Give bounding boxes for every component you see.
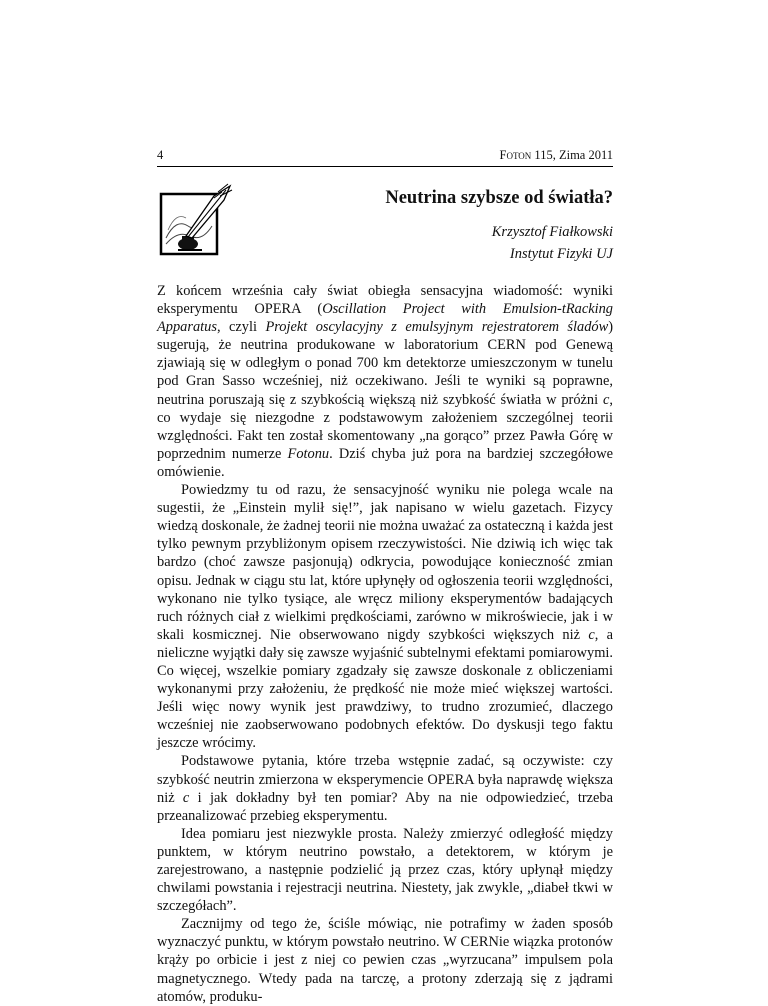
article-title: Neutrina szybsze od światła? (385, 188, 613, 208)
text-run: Idea pomiaru jest niezwykle prosta. Należy zmierzyć odległość między punktem, w którym neutrino powstało, a detektorem, w którym je zarejestrowano, a następnie podzielić ją przez czas, który upłynął między chwilami powstania i rejestracji neutrina. Niestety, jak zwykle, „diabeł tkwi w szczegółach”. (157, 825, 613, 915)
text-run: Z końcem września cały świat obiegła sensacyjna wiadomość: wyniki eksperymentu OPERA ( (157, 283, 613, 318)
italic-text: Projekt oscylacyjny z emulsyjnym rejestratorem śladów (265, 319, 609, 336)
quill-and-inkwell-icon (158, 182, 236, 260)
text-run: i jak dokładny był ten pomiar? Aby na nie odpowiedzieć, trzeba przeanalizować przebieg eksperymentu. (157, 789, 614, 824)
author: Krzysztof Fiałkowski (491, 224, 613, 240)
italic-text: c (182, 789, 190, 806)
body-paragraph (157, 481, 613, 752)
body-paragraph (157, 915, 613, 1005)
issue-label: 115, Zima 2011 (534, 148, 613, 162)
page-number: 4 (157, 148, 164, 162)
text-run: Powiedzmy tu od razu, że sensacyjność wyniku nie polega wcale na sugestii, że „Einstein mylił się!”, jak napisano w wielu gazetach. Fizycy wiedzą doskonale, że żadnej teorii nie można uważać za ostateczną i każda jest tylko pewnym przybliżonym opisem rzeczywistości. Nie dziwią ich więc tak bardzo (choć zawsze pasjonują) odkrycia, powodujące konieczność zmian opisu. Jednak w ciągu stu lat, które upłynęły od ogłoszenia teorii względności, wykonano nie tylko tysiące, ale wręcz miliony eksperymentów badających ruch różnych ciał z wielkimi prędkościami, zarówno w mikroświecie, jak i w skali kosmicznej. Nie obserwowano nigdy szybkości większych niż (157, 482, 613, 643)
title-block (385, 188, 613, 265)
journal-name: Foton (499, 148, 532, 162)
text-run: ) sugerują, że neutrina produkowane w laboratorium CERN pod Genewą zjawiają się w odległym o ponad 700 km detektorze umieszczonym w tunelu pod Gran Sasso wcześniej, niż oczekiwano. Jeśli te wyniki są poprawne, neutrina poruszają się z szybkością większą niż szybkość światła w próżni (157, 319, 613, 408)
running-header (157, 148, 613, 167)
text-run: , co wydaje się niezgodne z podstawowym założeniem szczególnej teorii względności. Fakt ten został skomentowany „na gorąco” przez Pawła Górę w poprzednim numerze (157, 391, 613, 462)
italic-text: Oscillation Project with Emulsion-tRacking Apparatus (157, 301, 613, 336)
text-run: , a nieliczne wyjątki dały się zawsze wyjaśnić subtelnymi efektami pomiarowymi. Co więcej, wszelkie pomiary zgadzały się zawsze doskonale z obliczeniami wykonanymi przy założeniu, że prędkość nie może mieć większej wartości. Jeśli więc nowy wynik jest prawdziwy, to trudno zrozumieć, dlaczego wcześniej nie zaobserwowano podobnych efektów. Do dyskusji tego faktu jeszcze wrócimy. (157, 626, 613, 752)
text-run: , czyli (216, 319, 266, 336)
body-paragraph (157, 752, 613, 824)
italic-text: c (588, 626, 595, 643)
body-paragraph (157, 282, 613, 481)
text-run: Zacznijmy od tego że, ściśle mówiąc, nie potrafimy w żaden sposób wyznaczyć punktu, w którym powstało neutrino. W CERNie wiązka protonów krąży po orbicie i jest z niej co pewien czas „wyrzucana” impulsem pola magnetycznego. Wtedy pada na tarczę, a protony zderzają się z jądrami atomów, produku- (157, 916, 613, 1005)
affiliation: Instytut Fizyki UJ (509, 246, 613, 262)
issue-info (500, 148, 614, 163)
body-paragraph (157, 825, 613, 915)
italic-text: c (603, 391, 610, 408)
text-run: . Dziś chyba już pora na bardziej szczegółowe omówienie. (157, 445, 613, 480)
text-run: Podstawowe pytania, które trzeba wstępnie zadać, są oczywiste: czy szybkość neutrin zmierzona w eksperymencie OPERA była naprawdę większa niż (157, 753, 613, 806)
article-body (157, 282, 613, 1006)
italic-text: Fotonu (287, 445, 330, 462)
